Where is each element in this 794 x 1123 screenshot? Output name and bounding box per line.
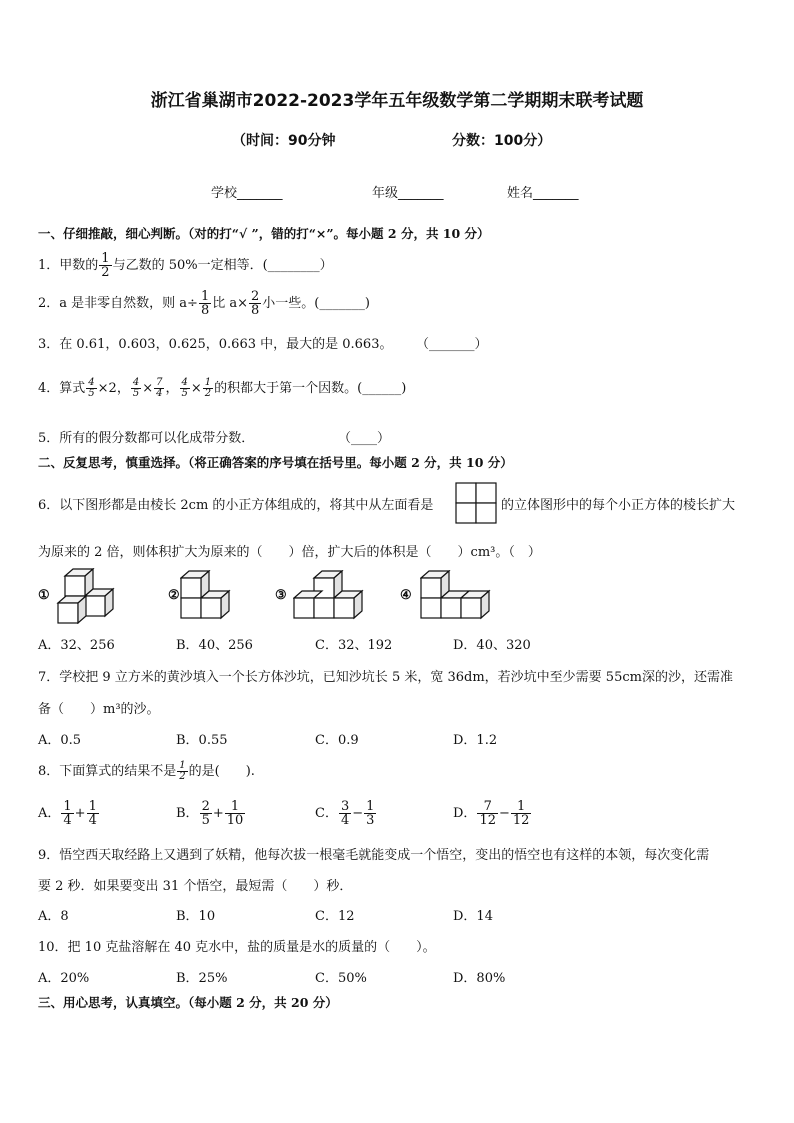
q6-option-d[interactable]: D．40、320 bbox=[453, 638, 531, 653]
name-field[interactable]: 姓名_______ bbox=[507, 186, 579, 201]
q8-option-c[interactable]: C． $\frac{3}{4}$ − $\frac{1}{3}$ bbox=[315, 799, 375, 828]
q7-option-a[interactable]: A．0.5 bbox=[38, 733, 82, 748]
question-1: 1．甲数的 $\frac{1}{2}$ 与乙数的 50%一定相等．(________） bbox=[38, 251, 333, 280]
q6-option-b[interactable]: B．40、256 bbox=[176, 638, 253, 653]
question-9-line-2: 要 2 秒．如果要变出 31 个悟空，最短需（ ）秒． bbox=[38, 879, 353, 894]
exam-score: 分数：100分） bbox=[452, 133, 552, 149]
section-2-heading: 二、反复思考，慎重选择。（将正确答案的序号填在括号里。每小题 2 分，共 10 分） bbox=[38, 455, 513, 470]
exam-time: （时间：90分钟 bbox=[232, 133, 336, 149]
page-title: 浙江省巢湖市2022-2023学年五年级数学第二学期期末联考试题 bbox=[150, 91, 644, 111]
question-4: 4．算式 $\frac{4}{5}$ ×2， $\frac{4}{5}$ × $\frac{7}{4}$ ， $\frac{4}{5}$ × $\frac{1}{2}$ 的积都大于第一个因数。(______) bbox=[38, 377, 407, 399]
question-8: 8．下面算式的结果不是 $\frac{1}{2}$ 的是( ). bbox=[38, 760, 255, 782]
q7-option-d[interactable]: D．1.2 bbox=[453, 733, 498, 748]
q10-option-a[interactable]: A．20% bbox=[38, 971, 90, 986]
figure-label-3: ③ bbox=[275, 588, 287, 603]
q6-option-c[interactable]: C．32、192 bbox=[315, 638, 393, 653]
question-9-line-1: 9．悟空西天取经路上又遇到了妖精，他每次拔一根毫毛就能变成一个悟空，变出的悟空也有这样的本领，每次变化需 bbox=[38, 848, 710, 863]
q10-option-c[interactable]: C．50% bbox=[315, 971, 367, 986]
question-3: 3．在 0.61，0.603，0.625，0.663 中，最大的是 0.663。 bbox=[38, 337, 393, 352]
cube-figure-1 bbox=[55, 568, 115, 624]
question-7-line-1: 7．学校把 9 立方米的黄沙填入一个长方体沙坑，已知沙坑长 5 米，宽 36dm，若沙坑中至少需要 55cm深的沙，还需准 bbox=[38, 670, 733, 685]
q8-option-d[interactable]: D． $\frac{7}{12}$ − $\frac{1}{12}$ bbox=[453, 799, 530, 828]
question-5: 5．所有的假分数都可以化成带分数． bbox=[38, 431, 255, 446]
figure-label-4: ④ bbox=[400, 588, 412, 603]
q10-option-d[interactable]: D．80% bbox=[453, 971, 506, 986]
question-3-blank[interactable]: （_______） bbox=[416, 337, 488, 352]
figure-label-1: ① bbox=[38, 588, 50, 603]
q8-option-a[interactable]: A． $\frac{1}{4}$ + $\frac{1}{4}$ bbox=[38, 799, 97, 828]
q7-option-b[interactable]: B．0.55 bbox=[176, 733, 228, 748]
cube-figure-4 bbox=[420, 570, 500, 622]
figure-label-2: ② bbox=[168, 588, 180, 603]
question-7-line-2: 备（ ）m³的沙。 bbox=[38, 702, 160, 717]
section-3-heading: 三、用心思考，认真填空。（每小题 2 分，共 20 分） bbox=[38, 995, 338, 1010]
grade-field[interactable]: 年级_______ bbox=[372, 186, 444, 201]
question-10: 10．把 10 克盐溶解在 40 克水中，盐的质量是水的质量的（ ）。 bbox=[38, 940, 436, 955]
q9-option-c[interactable]: C．12 bbox=[315, 909, 355, 924]
question-6-line-2: 为原来的 2 倍，则体积扩大为原来的（ ）倍，扩大后的体积是（ ）cm³。（ ） bbox=[38, 545, 541, 560]
q9-option-a[interactable]: A．8 bbox=[38, 909, 69, 924]
question-6-line-1b: 的立体图形中的每个小正方体的棱长扩大 bbox=[501, 498, 736, 513]
q9-option-d[interactable]: D．14 bbox=[453, 909, 493, 924]
q8-option-b[interactable]: B． $\frac{2}{5}$ + $\frac{1}{10}$ bbox=[176, 799, 244, 828]
question-2: 2．a 是非零自然数，则 a÷ $\frac{1}{8}$ 比 a× $\frac{2}{8}$ 小一些。(_______) bbox=[38, 289, 370, 318]
q6-option-a[interactable]: A．32、256 bbox=[38, 638, 115, 653]
cube-figure-3 bbox=[293, 570, 365, 622]
section-1-heading: 一、仔细推敲，细心判断。（对的打“√ ”，错的打“×”。每小题 2 分，共 10 分） bbox=[38, 226, 490, 241]
q10-option-b[interactable]: B．25% bbox=[176, 971, 228, 986]
q7-option-c[interactable]: C．0.9 bbox=[315, 733, 359, 748]
question-5-blank[interactable]: （____） bbox=[338, 431, 391, 446]
left-view-figure bbox=[455, 482, 499, 524]
q9-option-b[interactable]: B．10 bbox=[176, 909, 216, 924]
school-field[interactable]: 学校_______ bbox=[211, 186, 283, 201]
question-6-line-1a: 6．以下图形都是由棱长 2cm 的小正方体组成的，将其中从左面看是 bbox=[38, 498, 434, 513]
cube-figure-2 bbox=[180, 570, 236, 622]
